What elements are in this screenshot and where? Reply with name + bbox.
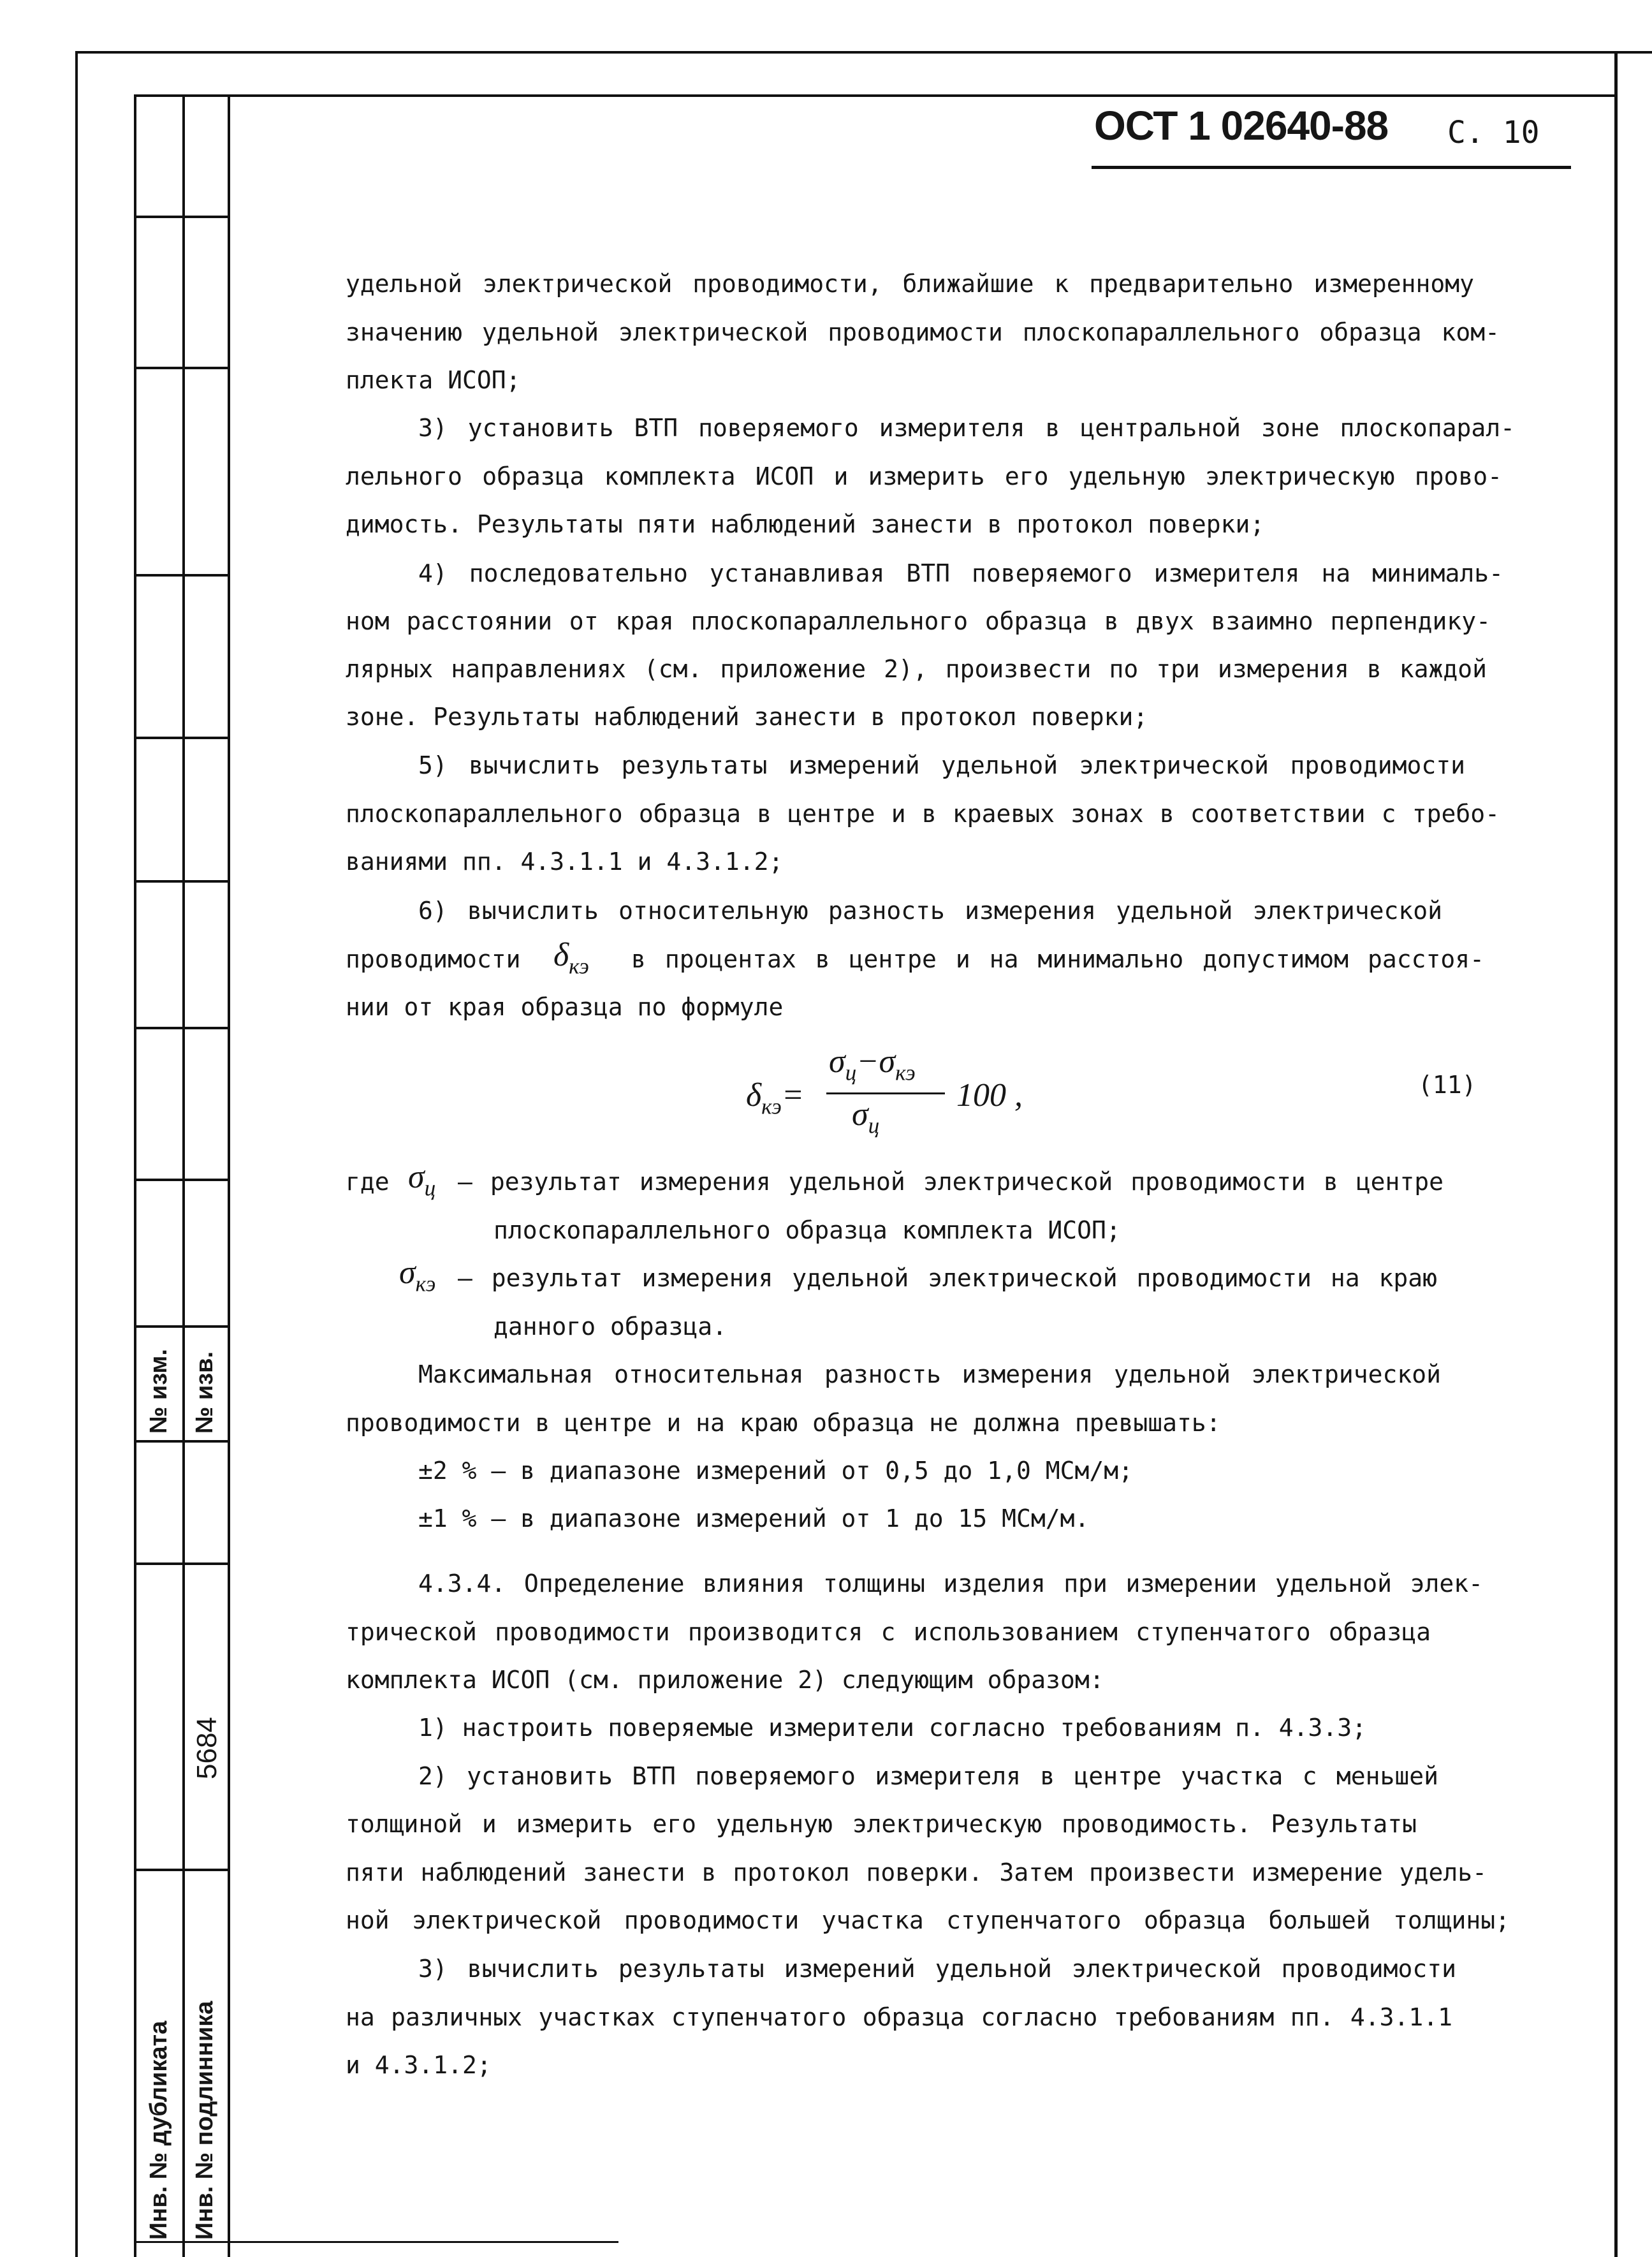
text-line: – результат измерения удельной электрической проводимости на краю bbox=[458, 1264, 1437, 1292]
text-line: в процентах в центре и на минимально допустимом расстоя- bbox=[631, 945, 1484, 973]
text-line: 3) вычислить результаты измерений удельной электрической проводимости bbox=[418, 1955, 1456, 1983]
text-line: пяти наблюдений занести в протокол поверки. Затем произвести измерение удель- bbox=[346, 1858, 1487, 1886]
stamp-cell-divider bbox=[134, 1325, 228, 1328]
header-underline bbox=[1092, 166, 1571, 169]
text-line: 6) вычислить относительную разность измерения удельной электрической bbox=[418, 897, 1442, 925]
text-line: ±2 % – в диапазоне измерений от 0,5 до 1,0 МСм/м; bbox=[418, 1457, 1134, 1485]
text-line: Максимальная относительная разность измерения удельной электрической bbox=[418, 1360, 1441, 1388]
text-line: зоне. Результаты наблюдений занести в протокол поверки; bbox=[346, 703, 1148, 731]
stamp-cell-divider bbox=[134, 1869, 228, 1871]
sigma-ke-symbol: $\sigma_{кэ}$ bbox=[399, 1254, 436, 1297]
text-line: комплекта ИСОП (см. приложение 2) следующим образом: bbox=[346, 1666, 1104, 1694]
text-line: – результат измерения удельной электрической проводимости в центре bbox=[458, 1168, 1444, 1196]
stamp-cell-divider bbox=[134, 880, 228, 883]
text-line: удельной электрической проводимости, ближайшие к предварительно измеренному bbox=[346, 270, 1474, 298]
stamp-no-izm: № изм. bbox=[145, 1349, 172, 1434]
text-line: 2) установить ВТП поверяемого измерителя в центре участка с меньшей bbox=[418, 1762, 1438, 1790]
text-line: лярных направлениях (см. приложение 2), произвести по три измерения в каждой bbox=[346, 655, 1487, 683]
stamp-no-izv: № изв. bbox=[191, 1351, 218, 1434]
stamp-cell-divider bbox=[134, 1027, 228, 1029]
frame-top-line bbox=[75, 51, 1652, 54]
text-line: ной электрической проводимости участка ступенчатого образца большей толщины; bbox=[346, 1906, 1510, 1934]
formula-numerator: $\sigma_ц-\sigma_{кэ}$ bbox=[829, 1043, 916, 1085]
stamp-inv-podlinnika-value: 5684 bbox=[191, 1717, 223, 1779]
text-line: значению удельной электрической проводимости плоскопараллельного образца ком- bbox=[346, 318, 1500, 346]
text-line: нии от края образца по формуле bbox=[346, 993, 784, 1021]
stamp-cell-divider bbox=[134, 737, 228, 739]
delta-ke-symbol: $\delta_{кэ}$ bbox=[553, 937, 589, 979]
stamp-col-line-2 bbox=[182, 94, 185, 2257]
text-line: трической проводимости производится с использованием ступенчатого образца bbox=[346, 1618, 1431, 1646]
text-line: 3) установить ВТП поверяемого измерителя в центральной зоне плоскопарал- bbox=[418, 414, 1515, 442]
formula-denominator: $\sigma_ц$ bbox=[852, 1096, 880, 1138]
text-line: плекта ИСОП; bbox=[346, 366, 521, 394]
page-number: С. 10 bbox=[1447, 115, 1540, 151]
text-line: плоскопараллельного образца в центре и в краевых зонах в соответствии с требо- bbox=[346, 800, 1500, 828]
bottom-line bbox=[134, 2241, 618, 2243]
text-line: 4.3.4. Определение влияния толщины изделия при измерении удельной элек- bbox=[418, 1570, 1483, 1598]
document-code: ОСТ 1 02640-88 bbox=[1094, 103, 1389, 149]
sigma-c-symbol: $\sigma_ц$ bbox=[408, 1159, 436, 1201]
text-line: 4) последовательно устанавливая ВТП поверяемого измерителя на минималь- bbox=[418, 559, 1503, 587]
text-line: проводимости bbox=[346, 945, 521, 973]
stamp-inv-dublikata: Инв. № дубликата bbox=[145, 2020, 172, 2240]
stamp-cell-divider bbox=[134, 1440, 228, 1443]
page-right-border bbox=[1614, 51, 1618, 2257]
text-line: димость. Результаты пяти наблюдений занести в протокол поверки; bbox=[346, 510, 1265, 538]
stamp-inv-podlinnika: Инв. № подлинника bbox=[191, 2001, 218, 2240]
text-line: толщиной и измерить его удельную электрическую проводимость. Результаты bbox=[346, 1810, 1417, 1838]
page-top-border bbox=[134, 94, 1616, 97]
stamp-cell-divider bbox=[134, 1179, 228, 1181]
text-line: ном расстоянии от края плоскопараллельного образца в двух взаимно перпендику- bbox=[346, 607, 1491, 635]
text-line: 1) настроить поверяемые измерители согласно требованиям п. 4.3.3; bbox=[418, 1714, 1367, 1742]
stamp-col-line-1 bbox=[134, 94, 136, 2257]
stamp-cell-divider bbox=[134, 216, 228, 218]
text-line: проводимости в центре и на краю образца не должна превышать: bbox=[346, 1409, 1221, 1437]
frame-left-line bbox=[75, 51, 78, 2257]
stamp-cell-divider bbox=[134, 1562, 228, 1565]
stamp-cell-divider bbox=[134, 574, 228, 577]
text-line: 5) вычислить результаты измерений удельной электрической проводимости bbox=[418, 751, 1465, 779]
text-line: ваниями пп. 4.3.1.1 и 4.3.1.2; bbox=[346, 848, 784, 876]
where-lead: где bbox=[346, 1168, 390, 1196]
text-line: ±1 % – в диапазоне измерений от 1 до 15 МСм/м. bbox=[418, 1504, 1090, 1533]
text-line: плоскопараллельного образца комплекта ИСОП; bbox=[493, 1216, 1121, 1244]
formula-lhs: $\delta_{кэ}=$ bbox=[746, 1077, 804, 1119]
formula-fraction-bar bbox=[826, 1092, 945, 1094]
formula-number: (11) bbox=[1418, 1071, 1477, 1099]
stamp-cell-divider bbox=[134, 367, 228, 369]
text-line: на различных участках ступенчатого образца согласно требованиям пп. 4.3.1.1 bbox=[346, 2003, 1452, 2031]
text-line: лельного образца комплекта ИСОП и измерить его удельную электрическую прово- bbox=[346, 462, 1502, 490]
text-line: и 4.3.1.2; bbox=[346, 2051, 492, 2079]
stamp-col-line-3 bbox=[228, 94, 230, 2257]
text-line: данного образца. bbox=[493, 1312, 727, 1341]
formula-factor: 100 , bbox=[956, 1077, 1023, 1114]
